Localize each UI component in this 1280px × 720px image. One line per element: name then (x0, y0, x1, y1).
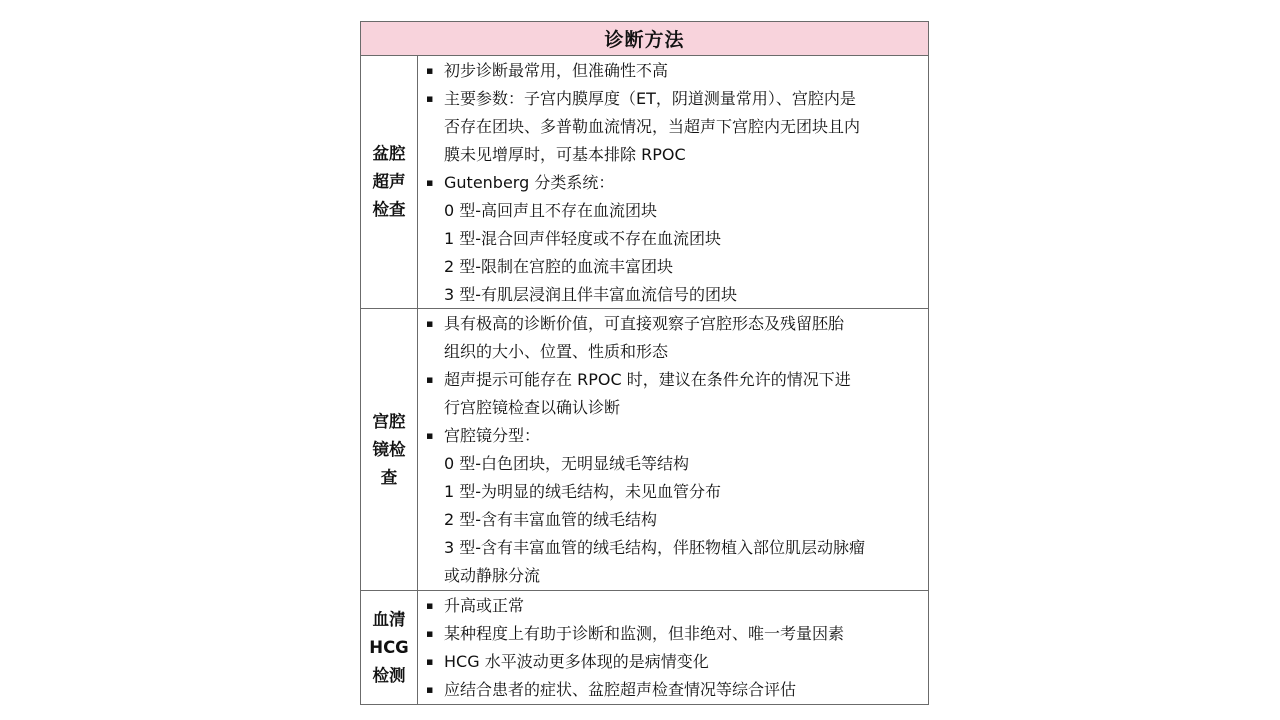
line-text: 2 型-含有丰富血管的绒毛结构 (444, 510, 658, 529)
line-text: 升高或正常 (444, 596, 525, 615)
row-content-serum-hcg (418, 591, 928, 704)
line-text: 否存在团块、多普勒血流情况，当超声下宫腔内无团块且内 (444, 117, 861, 136)
line-text: 组织的大小、位置、性质和形态 (444, 342, 669, 361)
line-text: 0 型-高回声且不存在血流团块 (444, 201, 658, 220)
bullet-item (426, 169, 920, 197)
continuation-line (426, 281, 920, 309)
bullet-item (426, 85, 920, 113)
bullet-item (426, 592, 920, 620)
table-row-pelvic-ultrasound (361, 56, 928, 309)
line-text: 0 型-白色团块，无明显绒毛等结构 (444, 454, 690, 473)
line-text: 1 型-为明显的绒毛结构，未见血管分布 (444, 482, 722, 501)
diagnosis-methods-table (360, 21, 929, 705)
line-text: 超声提示可能存在 RPOC 时，建议在条件允许的情况下进 (444, 370, 851, 389)
line-text: 或动静脉分流 (444, 566, 541, 585)
continuation-line (426, 225, 920, 253)
line-text: 1 型-混合回声伴轻度或不存在血流团块 (444, 229, 722, 248)
bullet-square-icon: ▪ (426, 373, 434, 386)
line-text: Gutenberg 分类系统： (444, 173, 615, 192)
row-label-line: 检查 (372, 200, 406, 219)
table-title: 诊断方法 (361, 22, 928, 56)
bullet-item (426, 366, 920, 394)
row-content-pelvic-ultrasound (418, 56, 928, 308)
continuation-line (426, 562, 920, 590)
continuation-line (426, 253, 920, 281)
bullet-item (426, 57, 920, 85)
continuation-line (426, 506, 920, 534)
line-text: 3 型-有肌层浸润且伴丰富血流信号的团块 (444, 285, 738, 304)
row-label-line: 宫腔 (372, 411, 406, 431)
line-text: 某种程度上有助于诊断和监测，但非绝对、唯一考量因素 (444, 624, 845, 643)
continuation-line (426, 478, 920, 506)
row-content-hysteroscopy (418, 309, 928, 590)
row-label-line: 镜检 (372, 439, 406, 459)
bullet-item (426, 620, 920, 648)
continuation-line (426, 534, 920, 562)
bullet-square-icon: ▪ (426, 176, 434, 189)
row-label-pelvic-ultrasound (361, 56, 418, 308)
bullet-item (426, 648, 920, 676)
bullet-square-icon: ▪ (426, 317, 434, 330)
row-label-line: 血清 (372, 609, 406, 629)
continuation-line (426, 394, 920, 422)
row-label-serum-hcg (361, 591, 418, 704)
line-text: 膜未见增厚时，可基本排除 RPOC (444, 145, 686, 164)
row-label-line: 查 (380, 467, 398, 487)
bullet-item (426, 422, 920, 450)
row-label-line: 检测 (372, 665, 406, 685)
line-text: 具有极高的诊断价值，可直接观察子宫腔形态及残留胚胎 (444, 314, 845, 333)
row-label-line: 超声 (372, 172, 406, 191)
bullet-item (426, 676, 920, 704)
continuation-line (426, 113, 920, 141)
row-label-line: HCG (369, 637, 409, 657)
bullet-item (426, 310, 920, 338)
line-text: 初步诊断最常用，但准确性不高 (444, 61, 669, 80)
line-text: 行宫腔镜检查以确认诊断 (444, 398, 621, 417)
bullet-square-icon: ▪ (426, 683, 434, 696)
line-text: 应结合患者的症状、盆腔超声检查情况等综合评估 (444, 680, 797, 699)
line-text: 3 型-含有丰富血管的绒毛结构，伴胚物植入部位肌层动脉瘤 (444, 538, 866, 557)
line-text: 2 型-限制在宫腔的血流丰富团块 (444, 257, 674, 276)
bullet-square-icon: ▪ (426, 429, 434, 442)
table-row-hysteroscopy (361, 309, 928, 591)
bullet-square-icon: ▪ (426, 627, 434, 640)
bullet-square-icon: ▪ (426, 92, 434, 105)
bullet-square-icon: ▪ (426, 64, 434, 77)
row-label-hysteroscopy (361, 309, 418, 590)
bullet-square-icon: ▪ (426, 655, 434, 668)
continuation-line (426, 338, 920, 366)
row-label-line: 盆腔 (372, 144, 406, 163)
line-text: HCG 水平波动更多体现的是病情变化 (444, 652, 709, 671)
bullet-square-icon: ▪ (426, 599, 434, 612)
continuation-line (426, 450, 920, 478)
continuation-line (426, 141, 920, 169)
line-text: 主要参数：子宫内膜厚度（ET，阴道测量常用）、宫腔内是 (444, 89, 856, 108)
table-row-serum-hcg (361, 591, 928, 704)
continuation-line (426, 197, 920, 225)
line-text: 宫腔镜分型： (444, 426, 541, 445)
